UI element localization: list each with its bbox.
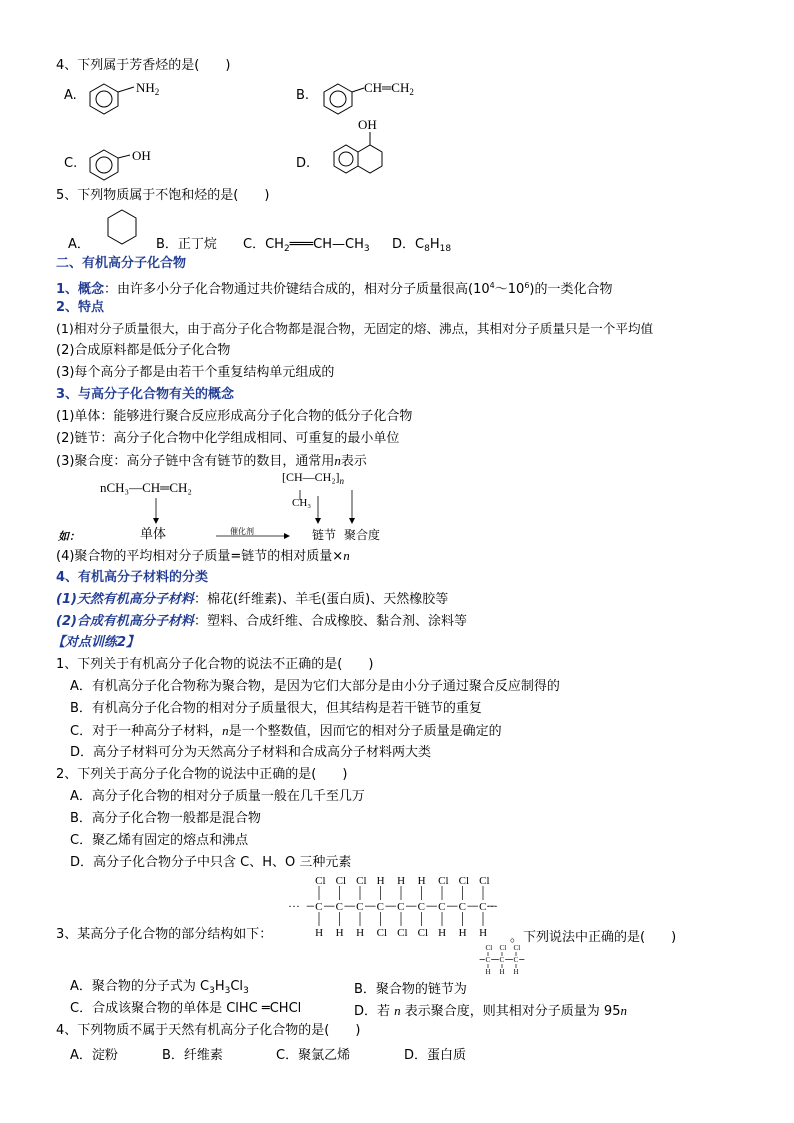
- t-q4-option-a: A．淀粉: [70, 1048, 118, 1063]
- t-q4-option-c: C．聚氯乙烯: [276, 1048, 351, 1063]
- synthetic-materials: (2)合成有机高分子材料：塑料、合成纤维、合成橡胶、黏合剂、涂料等: [56, 614, 467, 629]
- q5a-option-a-label: A．: [68, 237, 90, 252]
- chain-carbon: C: [376, 901, 384, 913]
- concept-chain-unit: (2)链节：高分子化合物中化学组成相同、可重复的最小单位: [56, 431, 400, 446]
- t-q1-option-c: C．对于一种高分子材料，n是一个整数值，因而它的相对分子质量是确定的: [70, 723, 502, 739]
- chain-top-atom: Cl: [499, 944, 507, 952]
- t-q2-option-a: A．高分子化合物的相对分子质量一般在几千至几万: [70, 789, 365, 804]
- t-q2-option-c: C．聚乙烯有固定的熔点和沸点: [70, 833, 249, 848]
- cyclohexane-structure: [104, 206, 140, 248]
- chain-bottom-atom: H: [485, 968, 491, 976]
- q4a-option-b-group: $CH═CH_2$: [364, 80, 414, 97]
- chain-bottom-atom: H: [499, 968, 505, 976]
- chain-bottom-atom: H: [458, 927, 467, 939]
- chain-top-atom: Cl: [479, 875, 490, 887]
- chain-bottom-atom: H: [513, 968, 519, 976]
- q4a-option-c-label: C.: [64, 156, 78, 171]
- chain-top-atom: Cl: [438, 875, 449, 887]
- polymer-formula: $[CH—CH_2]_n$: [282, 470, 345, 486]
- chain-ellipsis-left: ···: [288, 899, 300, 913]
- t-q1-option-b: B．有机高分子化合物的相对分子质量很大，但其结构是若干链节的重复: [70, 701, 482, 716]
- catalyst-label: 催化剂: [230, 527, 254, 536]
- chain-bottom-atom: H: [315, 927, 324, 939]
- training-title: 【对点训练2】: [52, 635, 140, 650]
- q4a-option-d-group: OH: [358, 117, 377, 132]
- chain-carbon: C: [458, 901, 466, 913]
- definition-line: 1、概念：由许多小分子化合物通过共价键结合成的，相对分子质量很高$(10^4\sim 10^6)$的一类化合物: [56, 281, 613, 297]
- polymer-chain-structure: [286, 872, 506, 942]
- chain-bottom-atom: Cl: [376, 927, 388, 939]
- q5a-stem: 5、下列物质属于不饱和烃的是( ): [56, 188, 270, 203]
- chain-top-atom: Cl: [335, 875, 347, 887]
- feature-3: (3)每个高分子都是由若干个重复结构单元组成的: [56, 365, 335, 380]
- example-label: 如：: [58, 530, 80, 543]
- q5a-option-d: D．$C_8H_{18}$: [392, 237, 452, 254]
- natural-materials: (1)天然有机高分子材料：棉花(纤维素)、羊毛(蛋白质)、天然橡胶等: [56, 592, 449, 607]
- t-q1-option-d: D．高分子材料可分为天然高分子材料和合成高分子材料两大类: [70, 745, 432, 760]
- chain-carbon: C: [513, 956, 519, 964]
- chain-carbon: C: [315, 901, 323, 913]
- t-q3-option-d: D．若 n 表示聚合度，则其相对分子质量为 95n: [354, 1003, 627, 1019]
- t-q2-stem: 2、下列关于高分子化合物的说法中正确的是( ): [56, 767, 348, 782]
- chain-carbon: C: [417, 901, 425, 913]
- chain-carbon: C: [479, 901, 487, 913]
- q4a-option-d-label: D.: [296, 156, 311, 171]
- t-q4-option-b: B．纤维素: [162, 1048, 223, 1063]
- chain-bottom-atom: Cl: [417, 927, 429, 939]
- chain-top-atom: Cl: [356, 875, 367, 887]
- t-q3-tail: 。下列说法中正确的是( ): [510, 930, 677, 945]
- chain-carbon: C: [335, 901, 343, 913]
- chain-top-atom: Cl: [315, 875, 326, 887]
- feature-2: (2)合成原料都是低分子化合物: [56, 343, 231, 358]
- chain-carbon: C: [485, 956, 491, 964]
- aniline-structure: [84, 76, 174, 116]
- chain-ellipsis-right: ···: [486, 899, 498, 913]
- q5a-option-c: C．$CH_2═══CH—CH_3$: [243, 237, 370, 254]
- chain-bottom-atom: H: [356, 927, 365, 939]
- concept-average-mass: (4)聚合物的平均相对分子质量=链节的相对质量×n: [56, 548, 350, 564]
- t-q3-stem: 3、某高分子化合物的部分结构如下：: [56, 927, 273, 942]
- t-q4-option-d: D．蛋白质: [404, 1048, 467, 1063]
- chain-bottom-atom: H: [479, 927, 488, 939]
- monomer-formula: nCH₃—CH═CH₂: [100, 480, 192, 495]
- chain-top-atom: Cl: [513, 944, 521, 952]
- features-title: 2、特点: [56, 300, 105, 315]
- q4a-stem: 4、下列属于芳香烃的是( ): [56, 58, 231, 73]
- classification-title: 4、有机高分子材料的分类: [56, 570, 209, 585]
- t-q1-stem: 1、下列关于有机高分子化合物的说法不正确的是( ): [56, 657, 374, 672]
- chain-carbon: C: [438, 901, 446, 913]
- q4a-option-a-label: A.: [64, 88, 77, 103]
- monomer-label: 单体: [140, 527, 167, 542]
- chain-bottom-atom: Cl: [397, 927, 408, 939]
- q4a-option-a-group: $NH_2$: [136, 80, 160, 97]
- chain-carbon: C: [397, 901, 405, 913]
- q4a-option-b-label: B.: [296, 88, 310, 103]
- t-q3-option-c: C．合成该聚合物的单体是 ClHC ═CHCl: [70, 1001, 302, 1016]
- naphthol-structure: [318, 130, 388, 186]
- chain-top-atom: Cl: [485, 944, 493, 952]
- q5a-option-b: B．正丁烷: [156, 237, 217, 252]
- section-title: 二、有机高分子化合物: [56, 256, 187, 271]
- q4a-option-c-group: OH: [132, 148, 151, 163]
- degree-label: 聚合度: [344, 528, 381, 542]
- chain-top-atom: H: [397, 875, 406, 887]
- t-q2-option-b: B．高分子化合物一般都是混合物: [70, 811, 261, 826]
- concepts-title: 3、与高分子化合物有关的概念: [56, 387, 235, 402]
- t-q3-option-a: A．聚合物的分子式为 $C_3H_3Cl_3$: [70, 979, 249, 996]
- feature-1: (1)相对分子质量很大，由于高分子化合物都是混合物，无固定的熔、沸点，其相对分子质量只是一个平均值: [56, 321, 654, 336]
- chain-bottom-atom: H: [335, 927, 344, 939]
- chain-top-atom: Cl: [458, 875, 470, 887]
- chain-unit-structure: [474, 942, 534, 978]
- t-q3-option-b: B．聚合物的链节为: [354, 982, 467, 997]
- polymer-branch: CH₃: [292, 497, 312, 509]
- t-q4-stem: 4、下列物质不属于天然有机高分子化合物的是( ): [56, 1023, 361, 1038]
- chain-carbon: C: [356, 901, 364, 913]
- chain-unit-label: 链节: [312, 528, 337, 542]
- chain-carbon: C: [499, 956, 505, 964]
- chain-bottom-atom: H: [438, 927, 447, 939]
- chain-top-atom: H: [417, 875, 426, 887]
- t-q1-option-a: A．有机高分子化合物称为聚合物，是因为它们大部分是由小分子通过聚合反应制得的: [70, 679, 560, 694]
- t-q2-option-d: D．高分子化合物分子中只含 C、H、O 三种元素: [70, 855, 352, 870]
- concept-degree: (3)聚合度：高分子链中含有链节的数目，通常用n表示: [56, 453, 367, 469]
- chain-top-atom: H: [376, 875, 385, 887]
- concept-monomer: (1)单体：能够进行聚合反应形成高分子化合物的低分子化合物: [56, 409, 413, 424]
